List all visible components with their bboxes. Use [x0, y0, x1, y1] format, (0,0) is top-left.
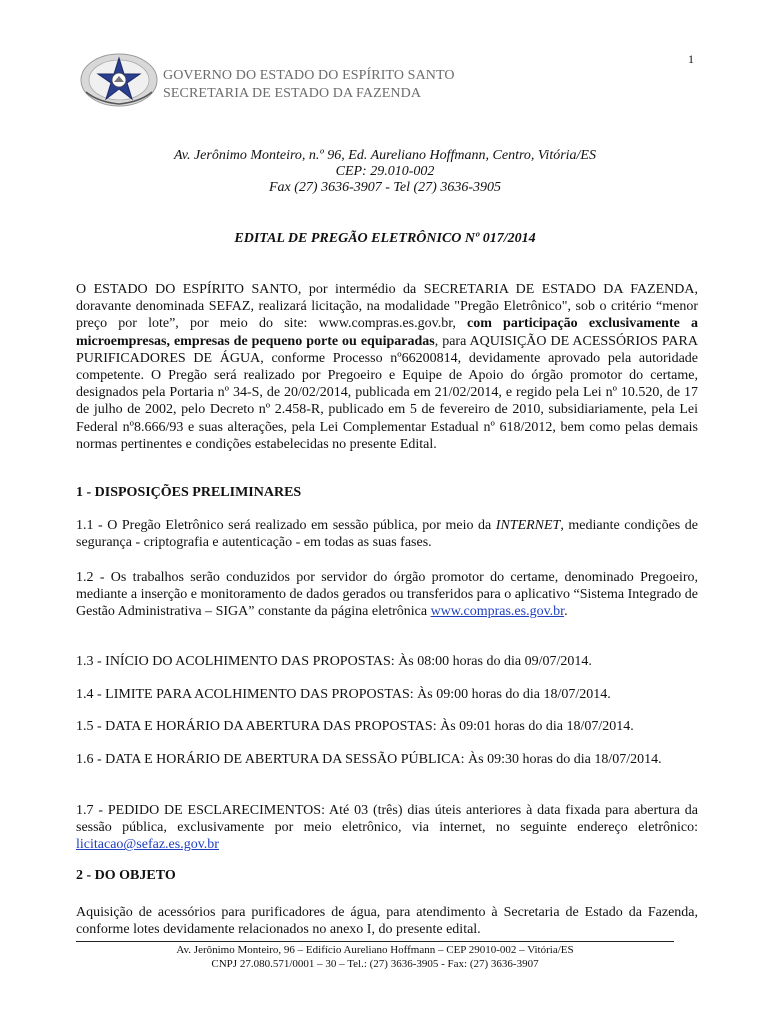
postal-code-line: CEP: 29.010-002	[335, 164, 435, 179]
section-heading-object: 2 - DO OBJETO	[76, 868, 176, 883]
footer-divider	[76, 941, 674, 942]
clause-1-1-text-a: 1.1 - O Pregão Eletrônico será realizado em sessão pública, por meio da	[76, 518, 496, 533]
clause-1-1	[76, 517, 698, 551]
header-secretariat-name: SECRETARIA DE ESTADO DA FAZENDA	[163, 86, 422, 101]
clause-1-2-text-b: .	[564, 604, 568, 620]
intro-text-b: , para AQUISIÇÃO DE ACESSÓRIOS PARA PURIFICADORES DE ÁGUA, conforme Processo nº66200814, devidamente aprovado pela autoridade competente. O Pregão será realizado por Pregoeiro e Equipe de Apoio do órgão promotor do certame, designados pela Portaria nº 34-S, de 20/02/2014, publicada em 21/02/2014, e regido pela Lei nº 10.520, de 17 de julho de 2002, pelo Decreto nº 2.458-R, publicado em 5 de fevereiro de 2010, subsidiariamente, pela Lei Federal nº8.666/93 e suas alterações, pela Lei Complementar Estadual nº 618/2012, bem como pelas demais normas pertinentes e condições estabelecidas no presente Edital.	[76, 333, 698, 452]
email-link[interactable]: licitacao@sefaz.es.gov.br	[76, 837, 219, 853]
document-title: EDITAL DE PREGÃO ELETRÔNICO Nº 017/2014	[234, 231, 536, 246]
clause-1-7	[76, 802, 698, 854]
page-number: 1	[688, 52, 694, 66]
state-coat-of-arms-logo	[78, 52, 160, 108]
header-government-name: GOVERNO DO ESTADO DO ESPÍRITO SANTO	[163, 68, 455, 83]
phone-fax-line: Fax (27) 3636-3907 - Tel (27) 3636-3905	[268, 180, 501, 195]
compras-website-link[interactable]: www.compras.es.gov.br	[430, 604, 565, 620]
clause-1-2	[76, 569, 698, 621]
clause-2-1: Aquisição de acessórios para purificadores de água, para atendimento à Secretaria de Estado da Fazenda, conforme lotes devidamente relacionados no anexo I, do presente edital.	[76, 905, 698, 938]
clause-1-6: 1.6 - DATA E HORÁRIO DE ABERTURA DA SESSÃO PÚBLICA: Às 09:30 horas do dia 18/07/2014.	[76, 752, 662, 767]
footer-address: Av. Jerônimo Monteiro, 96 – Edifício Aureliano Hoffmann – CEP 29010-002 – Vitória/ES	[176, 944, 574, 956]
clause-1-1-italic: INTERNET	[495, 518, 561, 533]
clause-1-5: 1.5 - DATA E HORÁRIO DA ABERTURA DAS PROPOSTAS: Às 09:01 horas do dia 18/07/2014.	[76, 719, 634, 734]
intro-text-a: O ESTADO DO ESPÍRITO SANTO, por intermédio da SECRETARIA DE ESTADO DA FAZENDA, doravante denominada SEFAZ, realizará licitação, na modalidade "Pregão Eletrônico", sob o critério “menor preço por lote”, por meio do site: www.compras.es.gov.br,	[76, 282, 698, 332]
section-heading-preliminary: 1 - DISPOSIÇÕES PRELIMINARES	[76, 485, 302, 500]
clause-1-2-text-a: 1.2 - Os trabalhos serão conduzidos por servidor do órgão promotor do certame, denominado Pregoeiro, mediante a inserção e monitoramento de dados gerados ou transferidos para o aplicativo “Sistema Integrado de Gestão Administrativa – SIGA” constante da página eletrônica	[76, 570, 698, 620]
intro-paragraph	[76, 281, 698, 453]
intro-bold-text: com participação exclusivamente a microempresas, empresas de pequeno porte ou equiparadas	[76, 316, 698, 349]
clause-1-3: 1.3 - INÍCIO DO ACOLHIMENTO DAS PROPOSTAS: Às 08:00 horas do dia 09/07/2014.	[76, 654, 592, 669]
address-line: Av. Jerônimo Monteiro, n.º 96, Ed. Aureliano Hoffmann, Centro, Vitória/ES	[174, 148, 596, 163]
footer-cnpj-contacts: CNPJ 27.080.571/0001 – 30 – Tel.: (27) 3636-3905 - Fax: (27) 3636-3907	[211, 958, 539, 970]
clause-1-7-text: 1.7 - PEDIDO DE ESCLARECIMENTOS: Até 03 (três) dias úteis anteriores à data fixada para abertura da sessão pública, exclusivamente por meio eletrônico, via internet, no seguinte endereço eletrônico:	[76, 803, 698, 836]
clause-1-4: 1.4 - LIMITE PARA ACOLHIMENTO DAS PROPOSTAS: Às 09:00 horas do dia 18/07/2014.	[76, 687, 611, 702]
clause-1-1-text-b: , mediante condições de segurança - criptografia e autenticação - em todas as suas fases.	[76, 518, 698, 551]
